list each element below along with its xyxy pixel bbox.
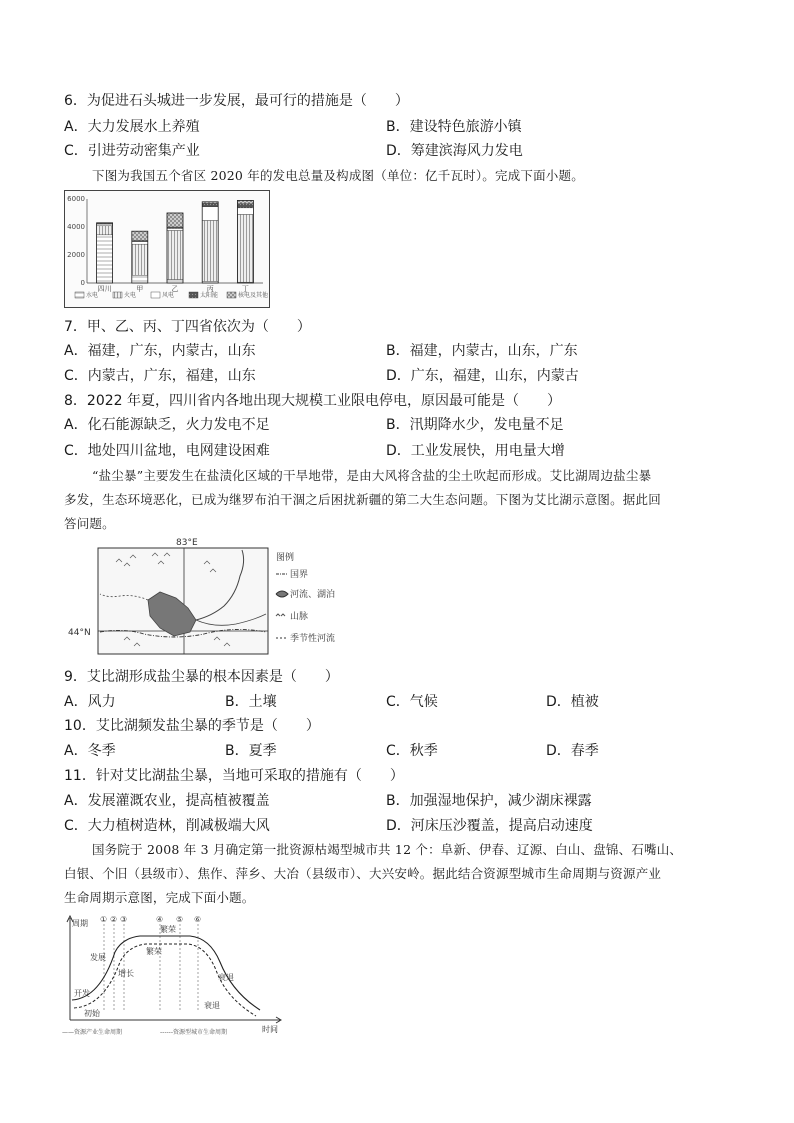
chart-bar-segment xyxy=(167,213,183,227)
marker-2: ② xyxy=(110,915,118,924)
marker-6: ⑥ xyxy=(194,915,202,924)
marker-3: ③ xyxy=(120,915,128,924)
chart-x-tick: 乙 xyxy=(171,285,179,293)
power-chart-frame xyxy=(64,190,270,308)
chart-legend-label: 风电 xyxy=(162,292,175,299)
q10-option-a[interactable]: A．冬季 xyxy=(64,743,116,759)
legend-mountain: 山脉 xyxy=(290,612,309,622)
label-initial: 初始 xyxy=(84,1009,100,1018)
chart-legend-swatch xyxy=(151,292,160,298)
chart-y-tick: 0 xyxy=(80,279,85,287)
label-increase: 增长 xyxy=(118,969,134,978)
q11-option-b[interactable]: B．加强湿地保护，减少湖床裸露 xyxy=(386,793,592,809)
y-axis-label: 周期 xyxy=(72,919,88,928)
q10-option-d[interactable]: D．春季 xyxy=(546,743,599,759)
chart-bar-segment xyxy=(202,203,218,206)
power-chart xyxy=(65,191,269,307)
legend-river-lake-swatch xyxy=(276,591,288,597)
q11-option-c[interactable]: C．大力植树造林，削减极端大风 xyxy=(64,818,270,834)
q6-option-d[interactable]: D．筹建滨海风力发电 xyxy=(386,143,523,159)
chart-legend-label: 水电 xyxy=(86,292,99,299)
legend-river-lake: 河流、湖泊 xyxy=(290,590,336,600)
chart-bar-segment xyxy=(167,228,183,230)
chart-legend-swatch xyxy=(113,292,122,298)
chart-bar-segment xyxy=(237,214,253,282)
chart-bar-segment xyxy=(167,280,183,284)
chart-legend-swatch xyxy=(227,292,236,298)
chart-bar-segment xyxy=(132,275,148,283)
chart-bar-segment xyxy=(237,204,253,208)
q6-option-b[interactable]: B．建设特色旅游小镇 xyxy=(386,119,522,135)
chart-bar-segment xyxy=(132,242,148,245)
chart-x-tick: 丙 xyxy=(206,285,214,293)
legend-seasonal: 季节性河流 xyxy=(290,634,336,644)
chart-legend-label: 火电 xyxy=(124,292,137,299)
q7-option-d[interactable]: D．广东，福建，山东，内蒙古 xyxy=(386,368,579,384)
chart-bar-segment xyxy=(202,220,218,281)
q6-option-c[interactable]: C．引进劳动密集产业 xyxy=(64,143,200,159)
cycle-markers xyxy=(100,915,201,1012)
label-growth-stage: 发展 xyxy=(90,953,106,962)
q10-stem: 10．艾比湖频发盐尘暴的季节是（ ） xyxy=(64,718,320,734)
q9-option-b[interactable]: B．土壤 xyxy=(225,694,277,710)
q9-option-a[interactable]: A．风力 xyxy=(64,694,116,710)
intro-salt-dust-line1: “盐尘暴”主要发生在盐渍化区域的干旱地带，是由大风将含盐的尘土吹起而形成。艾比湖周边盐尘暴 xyxy=(92,468,652,483)
chart-bar-segment xyxy=(132,244,148,275)
chart-legend-swatch xyxy=(75,292,84,298)
label-develop: 开发 xyxy=(74,989,90,998)
intro-salt-dust-line3: 答问题。 xyxy=(64,516,115,531)
life-cycle-diagram xyxy=(60,912,286,1036)
chart-bar-segment xyxy=(167,227,183,228)
chart-legend-swatch xyxy=(189,292,198,298)
chart-x-tick: 丁 xyxy=(241,285,249,293)
q8-option-a[interactable]: A．化石能源缺乏，火力发电不足 xyxy=(64,417,270,433)
legend-mountain-swatch xyxy=(276,614,285,616)
chart-bar-segment xyxy=(237,200,253,203)
chart-bar-segment xyxy=(97,235,113,283)
map-legend xyxy=(276,551,335,644)
q11-stem: 11．针对艾比湖盐尘暴，当地可采取的措施有（ ） xyxy=(64,768,404,784)
q6-stem: 6．为促进石头城进一步发展，最可行的措施是（ ） xyxy=(64,93,409,109)
map-frame xyxy=(98,548,268,654)
intro-power-chart: 下图为我国五个省区 2020 年的发电总量及构成图（单位：亿千瓦时）。完成下面小题。 xyxy=(92,168,584,183)
q9-option-d[interactable]: D．植被 xyxy=(546,694,599,710)
intro-resource-cities-line1: 国务院于 2008 年 3 月确定第一批资源枯竭型城市共 12 个：阜新、伊春、辽源、白山、盘锦、石嘴山、 xyxy=(92,842,683,857)
label-prosper-1: 繁荣 xyxy=(160,925,176,934)
q8-option-c[interactable]: C．地处四川盆地，电网建设困难 xyxy=(64,443,270,459)
intro-resource-cities-line3: 生命周期示意图，完成下面小题。 xyxy=(64,890,255,905)
q11-option-d[interactable]: D．河床压沙覆盖，提高启动速度 xyxy=(386,818,593,834)
longitude-label: 83°E xyxy=(176,538,198,548)
q9-option-c[interactable]: C．气候 xyxy=(386,694,438,710)
chart-y-tick: 4000 xyxy=(67,223,85,231)
q10-option-c[interactable]: C．秋季 xyxy=(386,743,438,759)
x-axis-label: 时间 xyxy=(262,1025,278,1034)
marker-5: ⑤ xyxy=(176,915,184,924)
q8-option-d[interactable]: D．工业发展快，用电量大增 xyxy=(386,443,565,459)
chart-y-tick: 2000 xyxy=(67,251,85,259)
chart-bar-segment xyxy=(97,226,113,235)
intro-resource-cities-line2: 白银、个旧（县级市）、焦作、萍乡、大冶（县级市）、大兴安岭。据此结合资源型城市生命周期与资源产业 xyxy=(64,866,662,881)
legend-border: 国界 xyxy=(290,570,309,580)
legend-industry-cycle: ——资源产业生命周期 xyxy=(62,1029,123,1036)
chart-bar-segment xyxy=(237,208,253,215)
legend-title: 图例 xyxy=(276,553,295,563)
ebinur-lake-map xyxy=(64,536,364,658)
q7-option-b[interactable]: B．福建，内蒙古，山东，广东 xyxy=(386,343,578,359)
q6-option-a[interactable]: A．大力发展水上养殖 xyxy=(64,119,200,135)
q9-stem: 9．艾比湖形成盐尘暴的根本因素是（ ） xyxy=(64,669,339,685)
label-prosper-2: 繁荣 xyxy=(146,947,162,956)
label-decline-1: 衰退 xyxy=(218,973,234,982)
chart-bar-segment xyxy=(167,231,183,280)
q10-option-b[interactable]: B．夏季 xyxy=(225,743,277,759)
chart-legend-label: 核电及其他 xyxy=(238,292,269,299)
chart-bar-segment xyxy=(132,231,148,240)
q11-option-a[interactable]: A．发展灌溉农业，提高植被覆盖 xyxy=(64,793,270,809)
chart-x-tick: 甲 xyxy=(136,285,144,293)
q7-option-a[interactable]: A．福建，广东，内蒙古，山东 xyxy=(64,343,256,359)
chart-x-tick: 四川 xyxy=(97,285,112,293)
marker-1: ① xyxy=(100,915,108,924)
q7-option-c[interactable]: C．内蒙古，广东，福建，山东 xyxy=(64,368,256,384)
q8-stem: 8．2022 年夏，四川省内各地出现大规模工业限电停电，原因最可能是（ ） xyxy=(64,393,561,409)
latitude-label: 44°N xyxy=(68,628,91,638)
legend-city-cycle: ------资源型城市生命周期 xyxy=(160,1029,227,1036)
chart-bar-segment xyxy=(202,207,218,221)
marker-4: ④ xyxy=(156,915,164,924)
chart-legend-label: 太阳能 xyxy=(200,292,219,299)
q7-stem: 7．甲、乙、丙、丁四省依次为（ ） xyxy=(64,319,311,335)
chart-y-tick: 6000 xyxy=(67,195,85,203)
chart-bar-segment xyxy=(97,224,113,226)
intro-salt-dust-line2: 多发，生态环境恶化，已成为继罗布泊干涸之后困扰新疆的第二大生态问题。下图为艾比湖示意图。据此回 xyxy=(64,492,661,507)
label-decline-2: 衰退 xyxy=(204,1001,220,1010)
q8-option-b[interactable]: B．汛期降水少，发电量不足 xyxy=(386,417,564,433)
